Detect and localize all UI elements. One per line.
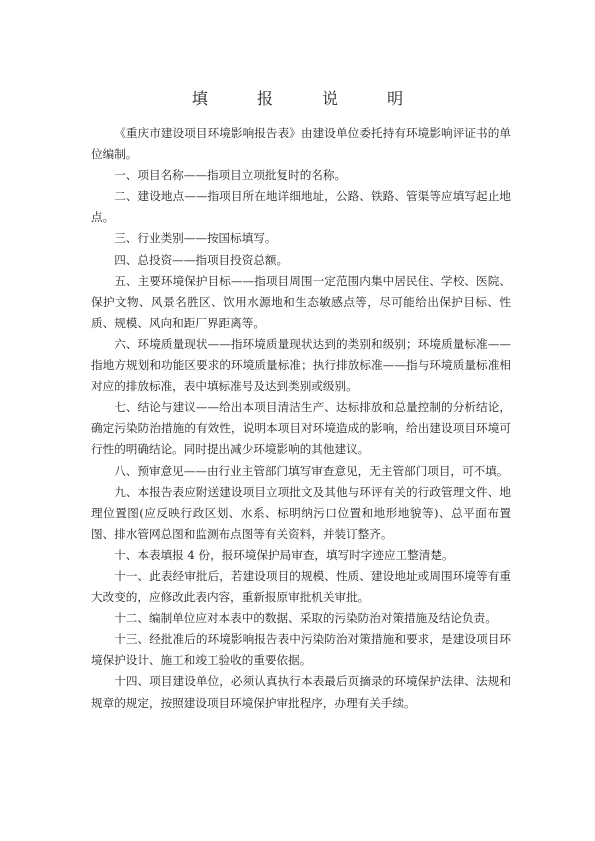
intro-paragraph: 《重庆市建设项目环境影响报告表》由建设单位委托持有环境影响评证书的单位编制。 bbox=[91, 126, 511, 162]
item-environment-quality: 六、环境质量现状——指环境质量现状达到的类别和级别；环境质量标准——指地方规划和功能区要求的环境质量标准；执行排放标准——指与环境质量标准相对应的排放标准，表中填标准号及达到类别或级别。 bbox=[91, 336, 511, 394]
item-pre-review: 八、预审意见——由行业主管部门填写审查意见，无主管部门项目，可不填。 bbox=[114, 463, 509, 478]
item-conclusions: 七、结论与建议——给出本项目清洁生产、达标排放和总量控制的分析结论，确定污染防治措施的有效性，说明本项目对环境造成的影响，给出建设项目环境可行性的明确结论。同时提出减少环境影响的其他建议。 bbox=[91, 400, 511, 457]
item-construction-site: 二、建设地点——指项目所在地详细地址，公路、铁路、管渠等应填写起止地点。 bbox=[91, 189, 511, 225]
instructions-body bbox=[91, 123, 511, 714]
item-copies: 十、本表填报 4 份，报环境保护局审查，填写时字迹应工整清楚。 bbox=[114, 547, 454, 562]
item-major-changes: 十一、此表经审批后，若建设项目的规模、性质、建设地址或周围环境等有重大改变的，应修改此表内容，重新报原审批机关审批。 bbox=[91, 568, 511, 605]
item-approval-basis: 十三、经批准后的环境影响报告表中污染防治对策措施和要求，是建设项目环境保护设计、施工和竣工验收的重要依据。 bbox=[91, 632, 511, 668]
item-industry-category: 三、行业类别——按国标填写。 bbox=[114, 231, 277, 246]
item-attachments: 九、本报告表应附送建设项目立项批文及其他与环评有关的行政管理文件、地理位置图(应反映行政区划、水系、标明纳污口位置和地形地貌等)、总平面布置图、排水管网总图和监测布点图等有关资料，并装订整齐。 bbox=[91, 484, 511, 541]
item-project-name: 一、项目名称——指项目立项批复时的名称。 bbox=[114, 168, 347, 183]
item-procedures: 十四、项目建设单位，必须认真执行本表最后页摘录的环境保护法律、法规和规章的规定，按照建设项目环境保护审批程序，办理有关手续。 bbox=[91, 674, 511, 710]
page-title: 填 报 说 明 bbox=[191, 89, 426, 108]
item-total-investment: 四、总投资——指项目投资总额。 bbox=[114, 252, 289, 267]
item-responsibility: 十二、编制单位应对本表中的数据、采取的污染防治对策措施及结论负责。 bbox=[114, 611, 497, 626]
item-protection-targets: 五、主要环境保护目标——指项目周围一定范围内集中居民住、学校、医院、保护文物、风景名胜区、饮用水源地和生态敏感点等，尽可能给出保护目标、性质、规模、风向和距厂界距离等。 bbox=[91, 273, 511, 330]
